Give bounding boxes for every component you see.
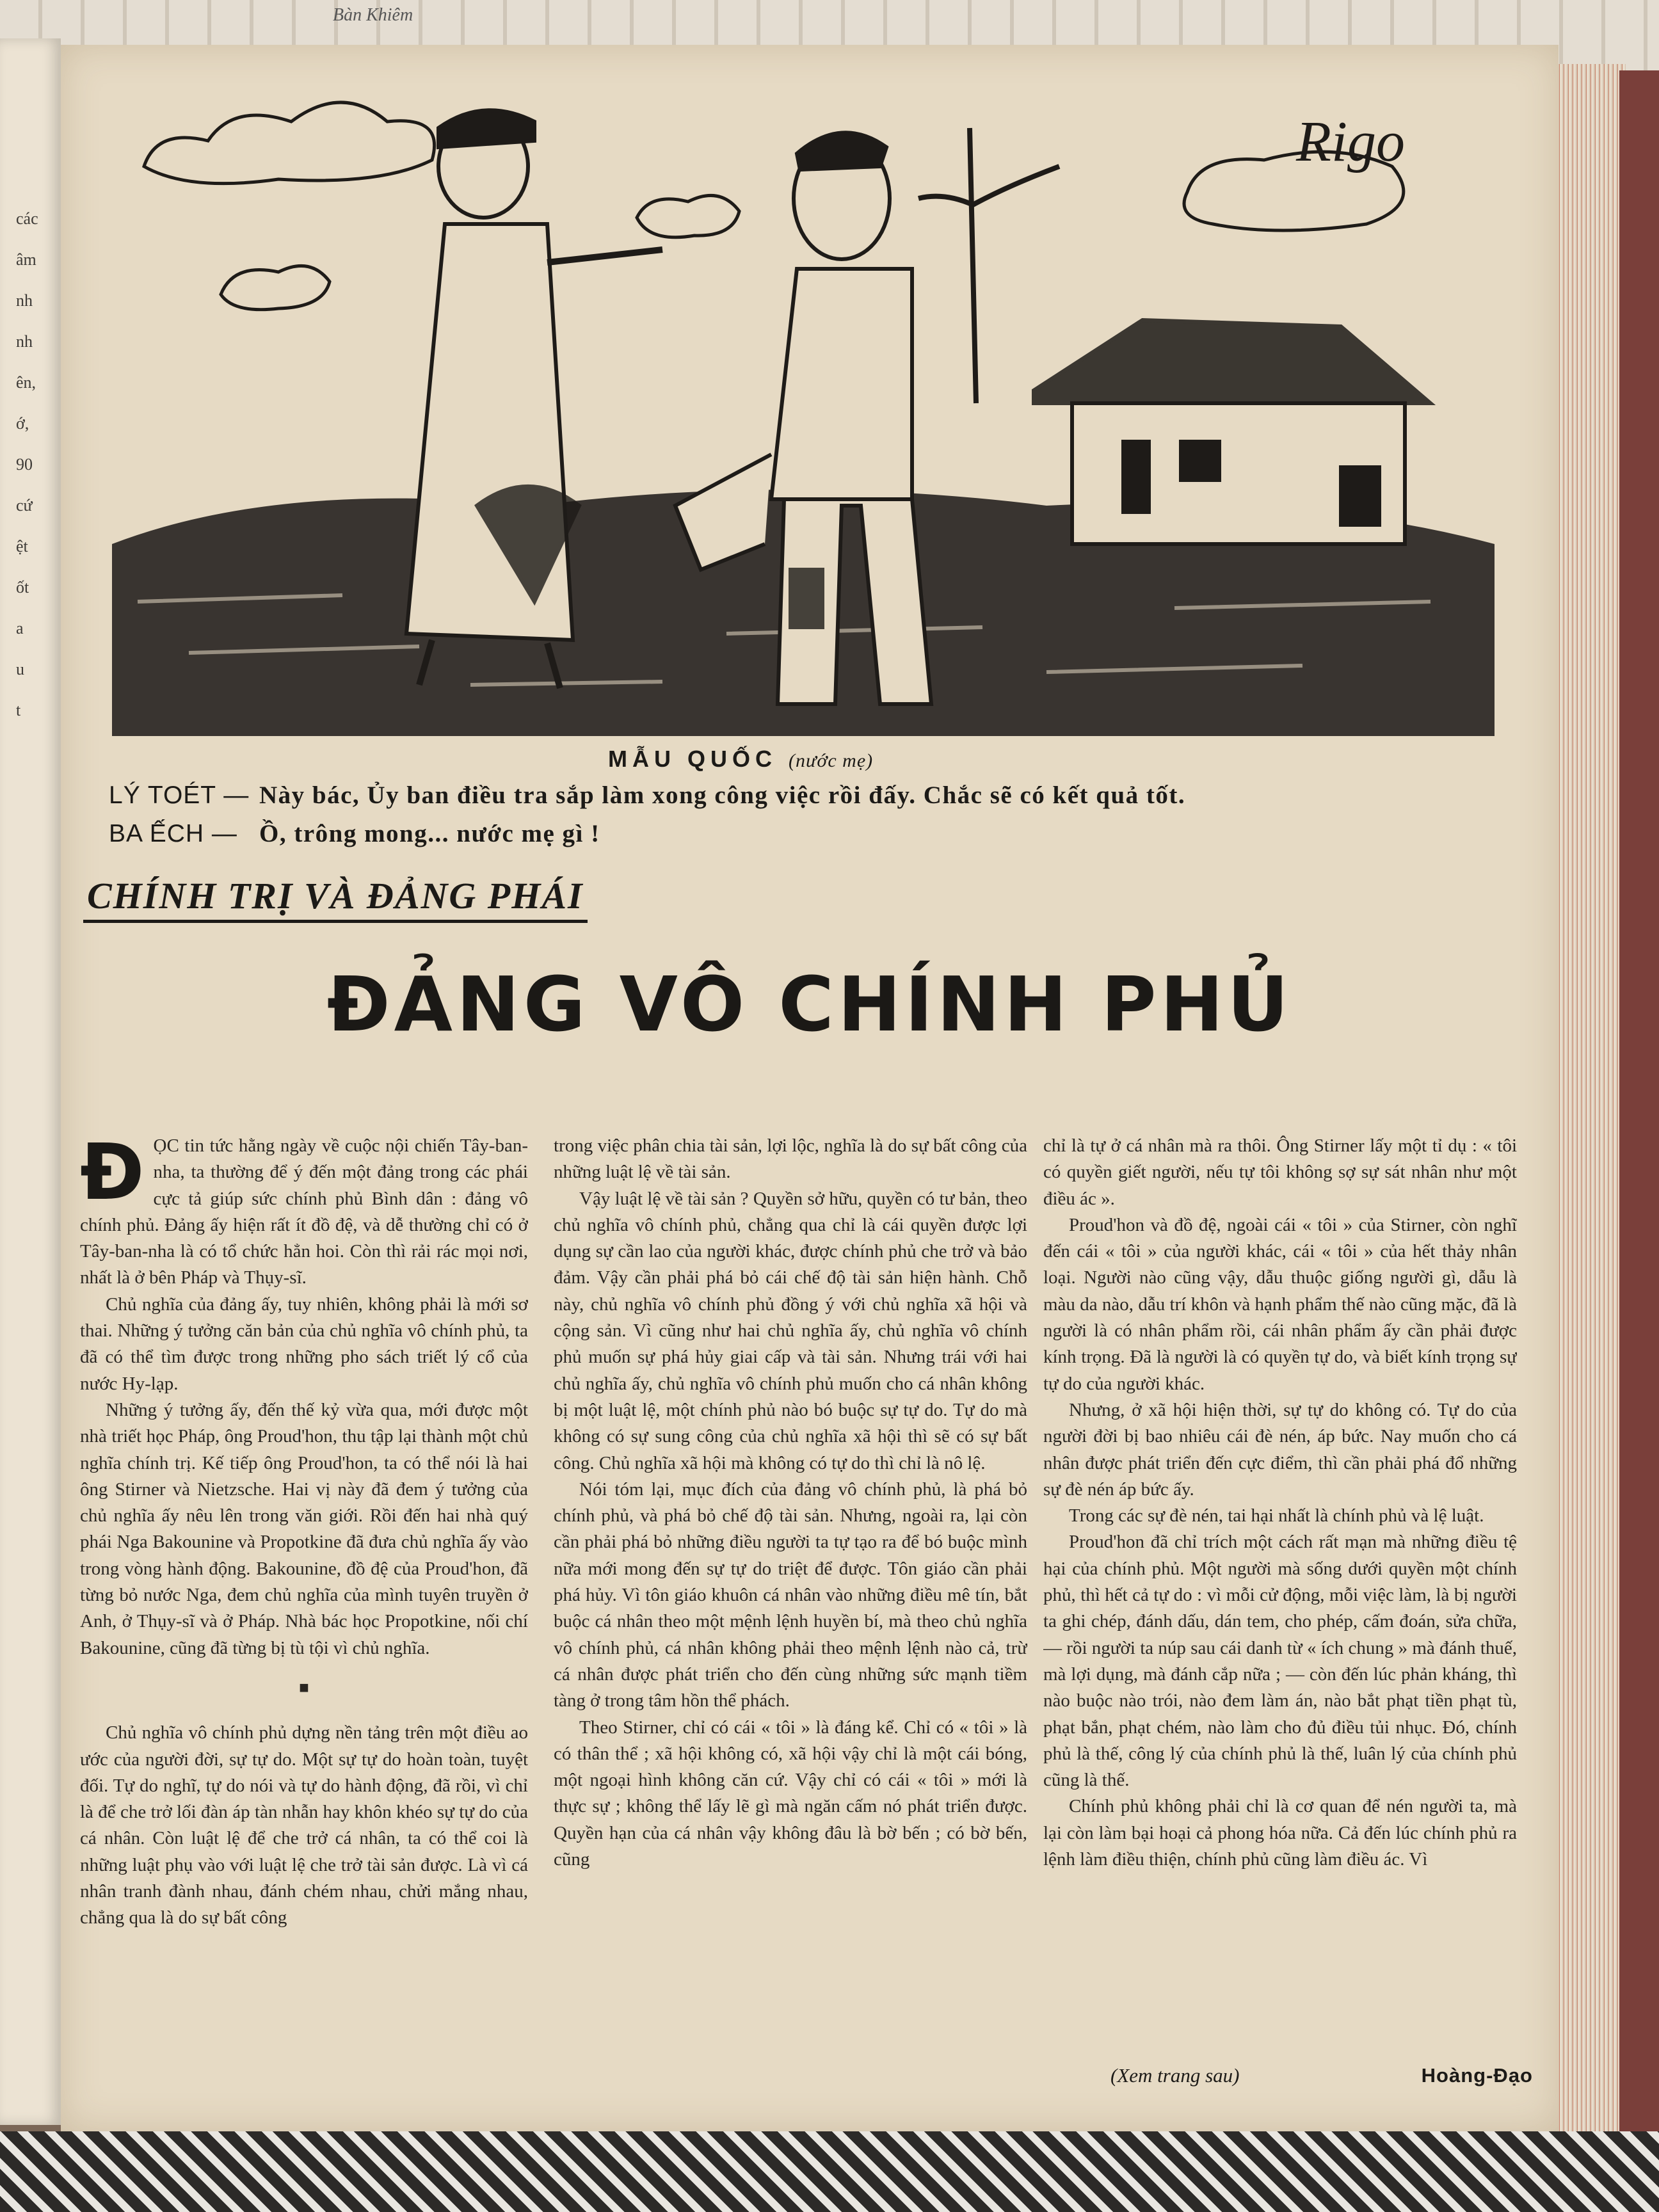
left-page-fragment: ốt <box>16 578 29 597</box>
section-break-square: ■ <box>299 1678 309 1697</box>
left-page-edge <box>0 38 61 2125</box>
cartoon-signature: Rigo <box>1296 110 1405 173</box>
dialog-line <box>109 781 1185 810</box>
dialog-line <box>109 819 600 848</box>
left-page-fragment: u <box>16 660 24 678</box>
left-page-fragments <box>16 198 61 731</box>
book-cover <box>1619 70 1659 2131</box>
paragraph: ỌC tin tức hằng ngày về cuộc nội chiến Tây-ban-nha, ta thường để ý đến một đảng trong các phái cực tả giúp sức chính phủ Bình dân : đảng vô chính phủ. Đảng ấy hiện rất ít đồ đệ, và dễ thường chỉ có ở Tây-ban-nha là có tổ chức hẳn hoi. Còn thì rải rác mọi nơi, nhất là ở bên Pháp và Thụy-sĩ. <box>80 1135 528 1288</box>
paragraph: Chủ nghĩa của đảng ấy, tuy nhiên, không phải là mới sơ thai. Những ý tưởng căn bản của chủ nghĩa vô chính phủ, ta đã có thể tìm được trong những pho sách triết lý cổ của nước Hy-lạp. <box>80 1294 528 1394</box>
paragraph: chỉ là tự ở cá nhân mà ra thôi. Ông Stirner lấy một tỉ dụ : « tôi có quyền giết người, nếu tự tôi không sợ sự sát nhân như một điều ác ». <box>1043 1135 1517 1209</box>
left-page-fragment: nh <box>16 291 33 310</box>
article-column-3 <box>1043 1133 1517 2055</box>
left-page-fragment: ớ, <box>16 414 29 433</box>
dialog-text: Ồ, trông mong... nước mẹ gì ! <box>259 820 600 847</box>
paragraph: Nói tóm lại, mục đích của đảng vô chính phủ, là phá bỏ chính phủ, và phá bỏ chế độ tài sản. Nhưng, ngoài ra, lại còn cần phải phá bỏ những điều người ta tự tạo ra để bó buộc mình nữa mới mong đến sự tự do triệt để được. Tôn giáo cần phải phá hủy. Vì tôn giáo khuôn cá nhân vào những điều mê tín, bắt buộc cá nhân theo một mệnh lệnh huyền bí, mà theo chủ nghĩa vô chính phủ, cá nhân không phải theo mệnh lệnh nào cả, trừ cá nhân được phát triển cho đến cùng những sức mạnh tiềm tàng ở trong tâm hồn thể phách. <box>554 1479 1027 1711</box>
cartoon-title-text: MẪU QUỐC <box>608 746 777 772</box>
drop-cap: Đ <box>80 1133 145 1217</box>
cartoon-title <box>608 746 873 773</box>
continued-note: (Xem trang sau) <box>1110 2064 1240 2087</box>
left-page-fragment: cứ <box>16 496 33 515</box>
paragraph: Vậy luật lệ về tài sản ? Quyền sở hữu, quyền có tư bản, theo chủ nghĩa vô chính phủ, chẳng qua chỉ là cái quyền được lợi dụng sự cần lao của người khác, được chính phủ che trở và bảo đảm. Vậy cần phải phá bỏ cái chế độ tài sản hiện hành. Chỗ này, chủ nghĩa vô chính phủ đồng ý với chủ nghĩa xã hội và cộng sản. Vì cũng như hai chủ nghĩa ấy, chủ nghĩa vô chính phủ muốn sự phá hủy giai cấp và tài sản. Nhưng trái với hai chủ nghĩa ấy, chủ nghĩa vô chính phủ muốn cho cá nhân không bị một luật lệ, một chính phủ nào bó buộc sự tự do. Tự do mà không có sự sung công của chủ nghĩa xã hội thì sẽ có sự bất công. Chủ nghĩa xã hội mà không có tự do thì chỉ là nô lệ. <box>554 1188 1027 1473</box>
left-page-fragment: ên, <box>16 373 36 392</box>
paragraph: Nhưng, ở xã hội hiện thời, sự tự do không có. Tự do của người đời bị bao nhiêu cái đè nén, áp bức. Nay muốn cho cá nhân được phát triển đến cực điểm, thì cần phải phá đổ những sự đè nén áp bức ấy. <box>1043 1399 1517 1500</box>
bottom-fabric <box>0 2131 1659 2212</box>
paragraph: Trong các sự đè nén, tai hại nhất là chính phủ và lệ luật. <box>1069 1505 1484 1527</box>
left-page-fragment: t <box>16 701 21 719</box>
paragraph: Theo Stirner, chỉ có cái « tôi » là đáng kể. Chỉ có « tôi » là có thân thể ; xã hội không có, xã hội vậy chỉ là một cái bóng, một ngoại hình không căn cứ. Vậy chỉ có cái « tôi » mới là thực sự ; không thể lấy lẽ gì mà ngăn cấm nó phát triển được. Quyền hạn của cá nhân vậy không đâu là bờ bến ; có bờ bến, cũng <box>554 1717 1027 1870</box>
cartoon-title-note: (nước mẹ) <box>789 750 874 771</box>
book-edge <box>1555 64 1626 2131</box>
dialog-speaker: LÝ TOÉT — <box>109 781 250 809</box>
top-handwritten-note: Bàn Khiêm <box>333 5 413 25</box>
article-headline: ĐẢNG VÔ CHÍNH PHỦ <box>326 960 1293 1048</box>
left-page-fragment: các <box>16 209 38 228</box>
dialog-speaker: BA ẾCH — <box>109 820 237 847</box>
left-page-fragment: âm <box>16 250 36 269</box>
article-footer <box>1110 2064 1559 2087</box>
article-column-2 <box>554 1133 1027 2131</box>
paragraph: Những ý tưởng ấy, đến thế kỷ vừa qua, mới được một nhà triết học Pháp, ông Proud'hon, thu tập lại thành một chủ nghĩa chính trị. Kế tiếp ông Proud'hon, ta có thể nói là hai ông Stirner và Nietzsche. Hai vị này đã đem ý tưởng của chủ nghĩa ấy nêu lên trong văn giới. Rồi đến hai nhà quý phái Nga Bakounine và Propotkine đã đưa chủ nghĩa ấy vào trong vòng hành động. Bakounine, đồ đệ của Proud'hon, đã từng bỏ nước Nga, đem chủ nghĩa của mình tuyên truyền ở Anh, ở Thụy-sĩ và ở Pháp. Nhà bác học Propotkine, nối chí Bakounine, cũng đã từng bị tù tội vì chủ nghĩa. <box>80 1399 528 1658</box>
paragraph: Chủ nghĩa vô chính phủ dựng nền tảng trên một điều ao ước của người đời, sự tự do. Một sự tự do hoàn toàn, tuyệt đối. Tự do nghĩ, tự do nói và tự do hành động, đã rồi, vì chỉ là để che trở lối đàn áp tàn nhẫn hay khôn khéo sự tự do của cá nhân. Còn luật lệ để che trở cá nhân, ta có thể coi là những luật phụ vào với luật lệ che trở tài sản được. Là vì cá nhân tranh đành nhau, đánh chém nhau, chửi mắng nhau, chẳng qua là do sự bất công <box>80 1722 528 1928</box>
section-heading: CHÍNH TRỊ VÀ ĐẢNG PHÁI <box>83 874 588 923</box>
paragraph: Proud'hon đã chỉ trích một cách rất mạn mà những điều tệ hại của chính phủ. Một người mà sống dưới quyền một chính phủ, thì hết cả tự do : vì mỗi cử động, mỗi việc làm, là bị người ta ghi chép, đánh dấu, dán tem, cho phép, cấm đoán, sửa chữa, — rồi người ta núp sau cái danh từ « ích chung » mà đánh thuế, mà lợi dụng, mà đánh cắp nữa ; — còn đến lúc phản kháng, thì nào buộc nào trói, nào đem làm án, nào bắt phạt tiền phạt tù, phạt bắn, phạt chém, nào làm cho đủ điều tủi nhục. Đó, chính phủ là thế, công lý của chính phủ là thế, luân lý của chính phủ cũng là thế. <box>1043 1532 1517 1791</box>
left-page-fragment: 90 <box>16 455 33 474</box>
left-page-fragment: nh <box>16 332 33 351</box>
magazine-page <box>61 45 1559 2131</box>
article-author: Hoàng-Đạo <box>1421 2064 1533 2087</box>
article-column-1 <box>80 1133 528 2131</box>
paragraph: Chính phủ không phải chỉ là cơ quan để nén người ta, mà lại còn làm bại hoại cả phong hóa nữa. Cả đến lúc chính phủ ra lệnh làm điều thiện, chính phủ cũng làm điều ác. Vì <box>1043 1796 1517 1870</box>
paragraph: Proud'hon và đồ đệ, ngoài cái « tôi » của Stirner, còn nghĩ đến cái « tôi » của người khác, cái « tôi » của hết thảy nhân loại. Người nào cũng vậy, dẫu thuộc giống người gì, dẫu là màu da nào, dẫu trí khôn và hạnh phẩm thế nào cũng mặc, đã là người là có nhân phẩm rồi, cái nhân phẩm ấy cần phải được kính trọng. Đã là người là có quyền tự do, và biết kính trọng sự tự do của người khác. <box>1043 1214 1517 1394</box>
left-page-fragment: ệt <box>16 537 28 556</box>
paragraph: trong việc phân chia tài sản, lợi lộc, nghĩa là do sự bất công của những luật lệ về tài sản. <box>554 1135 1027 1183</box>
dialog-text: Này bác, Ủy ban điều tra sắp làm xong công việc rồi đấy. Chắc sẽ có kết quả tốt. <box>259 781 1186 809</box>
left-page-fragment: a <box>16 619 24 637</box>
